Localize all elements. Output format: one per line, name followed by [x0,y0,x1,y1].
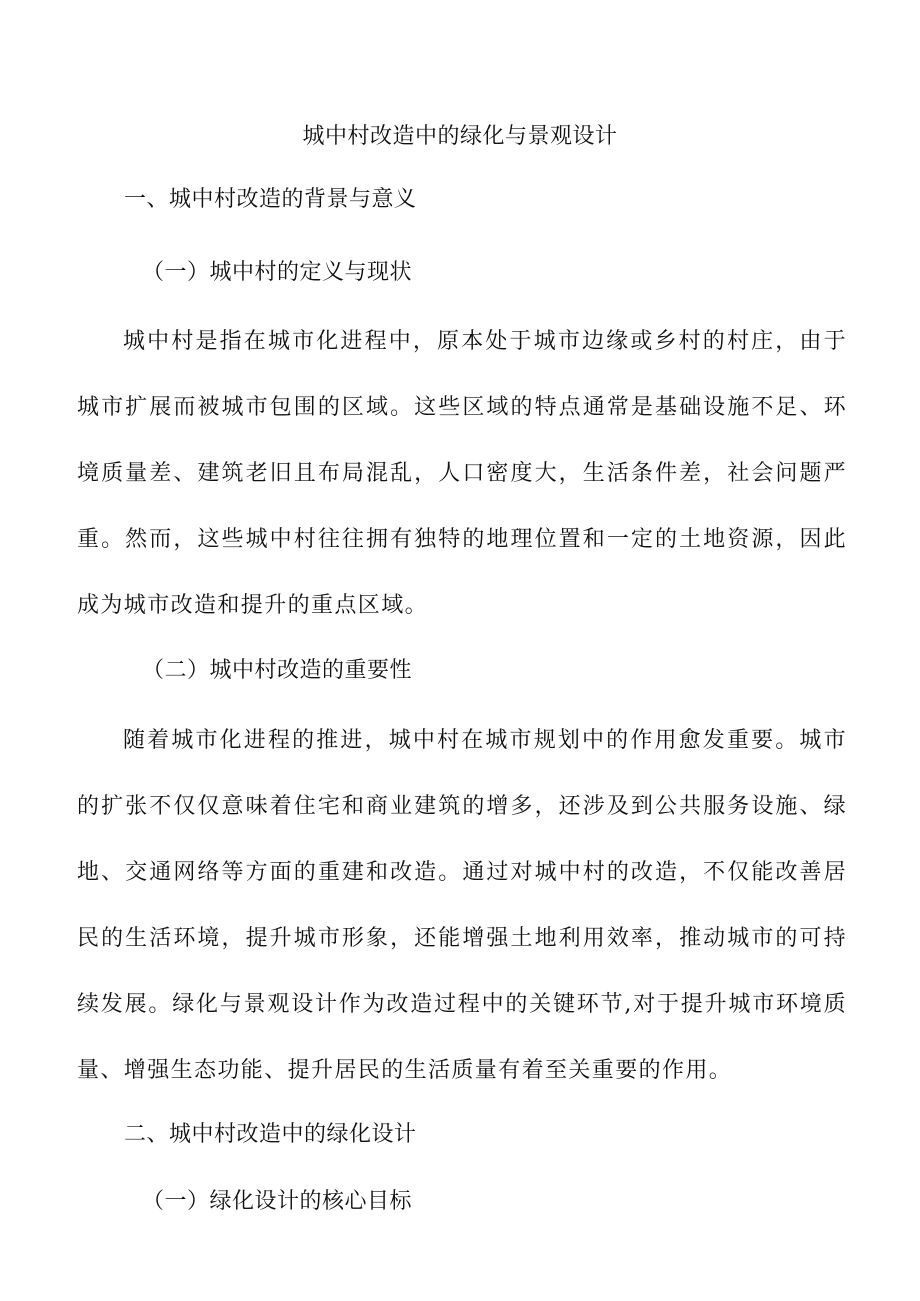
section-heading-2: 二、城中村改造中的绿化设计 [124,1122,417,1147]
paragraph-definition: 城中村是指在城市化进程中，原本处于城市边缘或乡村的村庄，由于城市扩展而被城市包围的区域。这些区域的特点通常是基础设施不足、环境质量差、建筑老旧且布局混乱，人口密度大，生活条件差，社会问题严重。然而，这些城中村往往拥有独特的地理位置和一定的土地资源，因此成为城市改造和提升的重点区域。 [77,329,847,618]
paragraph-importance: 随着城市化进程的推进，城中村在城市规划中的作用愈发重要。城市的扩张不仅仅意味着住宅和商业建筑的增多，还涉及到公共服务设施、绿地、交通网络等方面的重建和改造。通过对城中村的改造，不仅能改善居民的生活环境，提升城市形象，还能增强土地利用效率，推动城市的可持续发展。绿化与景观设计作为改造过程中的关键环节,对于提升城市环境质量、增强生态功能、提升居民的生活质量有着至关重要的作用。 [77,728,847,1083]
subsection-heading-1-1: （一）城中村的定义与现状 [142,260,413,285]
subsection-heading-1-2: （二）城中村改造的重要性 [142,658,413,683]
subsection-heading-2-1: （一）绿化设计的核心目标 [142,1189,413,1214]
document-title: 城中村改造中的绿化与景观设计 [302,124,618,149]
section-heading-1: 一、城中村改造的背景与意义 [124,187,417,212]
